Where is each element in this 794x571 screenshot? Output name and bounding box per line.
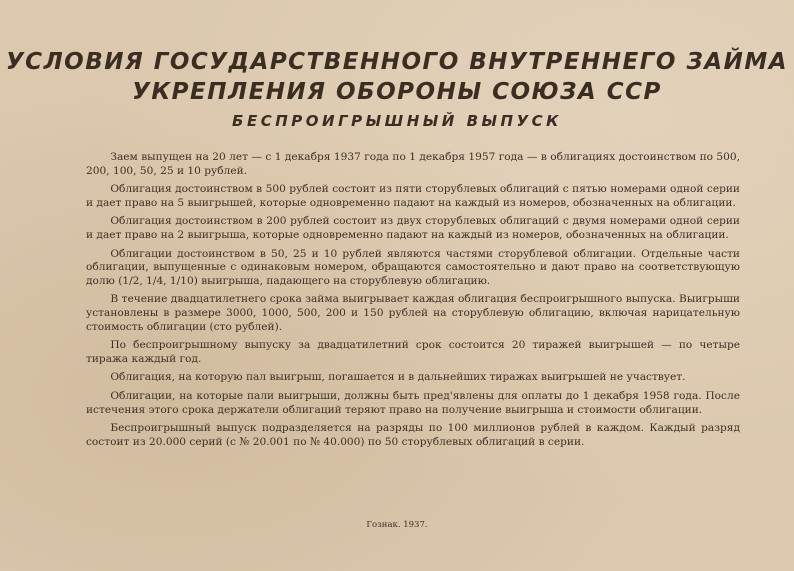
printer-imprint: Гознак. 1937. — [366, 520, 428, 530]
paragraph-term: Заем выпущен на 20 лет — с 1 декабря 1937 года по 1 декабря 1957 года — в облигациях достоинством по 500, 200, 100, 50, 25 и 10 рублей. — [86, 151, 740, 177]
paragraph-draws: По беспроигрышному выпуску за двадцатилетний срок состоится 20 тиражей выигрышей — по четыре тиража каждый год. — [86, 339, 740, 365]
paragraph-500-rubles: Облигация достоинством в 500 рублей состоит из пяти сторублевых облигаций с пятью номерами одной серии и дает право на 5 выигрышей, которые одновременно падают на каждый из номеров, обозначенных на облигации. — [86, 183, 740, 209]
title-block — [0, 47, 794, 131]
paragraph-payment-deadline: Облигации, на которые пали выигрыши, должны быть пред'явлены для оплаты до 1 декабря 1958 года. После истечения этого срока держатели облигаций теряют право на получение выигрыша и стоимости облигации. — [86, 389, 740, 416]
paragraph-series: Беспроигрышный выпуск подразделяется на разряды по 100 миллионов рублей в каждом. Каждый разряд состоит из 20.000 серий (с № 20.001 по № 40.000) по 50 сторублевых облигаций в серии. — [86, 422, 740, 448]
paragraph-redemption: Облигация, на которую пал выигрыш, погашается и в дальнейших тиражах выигрышей не участвует. — [110, 371, 686, 384]
paragraph-winnings: В течение двадцатилетнего срока займа выигрывает каждая облигация беспроигрышного выпуска. Выигрыши установлены в размере 3000, 1000, 500, 200 и 150 рублей на сторублевую облигацию, включая нарицательную стоимость облигации (сто рублей). — [86, 293, 740, 333]
page-subtitle: БЕСПРОИГРЫШНЫЙ ВЫПУСК — [232, 112, 562, 130]
page-title-line-1: УСЛОВИЯ ГОСУДАРСТВЕННОГО ВНУТРЕННЕГО ЗАЙМА — [5, 49, 789, 75]
paragraph-fractional-bonds: Облигации достоинством в 50, 25 и 10 рублей являются частями сторублевой облигации. Отдельные части облигации, выпущенные с одинаковым номером, обращаются самостоятельно и дают право на соответствующую долю (1/2, 1/4, 1/10) выигрыша, падающего на сторублевую облигацию. — [86, 247, 740, 287]
paragraph-200-rubles: Облигация достоинством в 200 рублей состоит из двух сторублевых облигаций с двумя номерами одной серии и дает право на 2 выигрыша, которые одновременно падают на каждый из номеров, обозначенных на облигации. — [86, 215, 740, 241]
conditions-text — [86, 151, 740, 454]
page-title-line-2: УКРЕПЛЕНИЯ ОБОРОНЫ СОЮЗА ССР — [132, 79, 662, 105]
